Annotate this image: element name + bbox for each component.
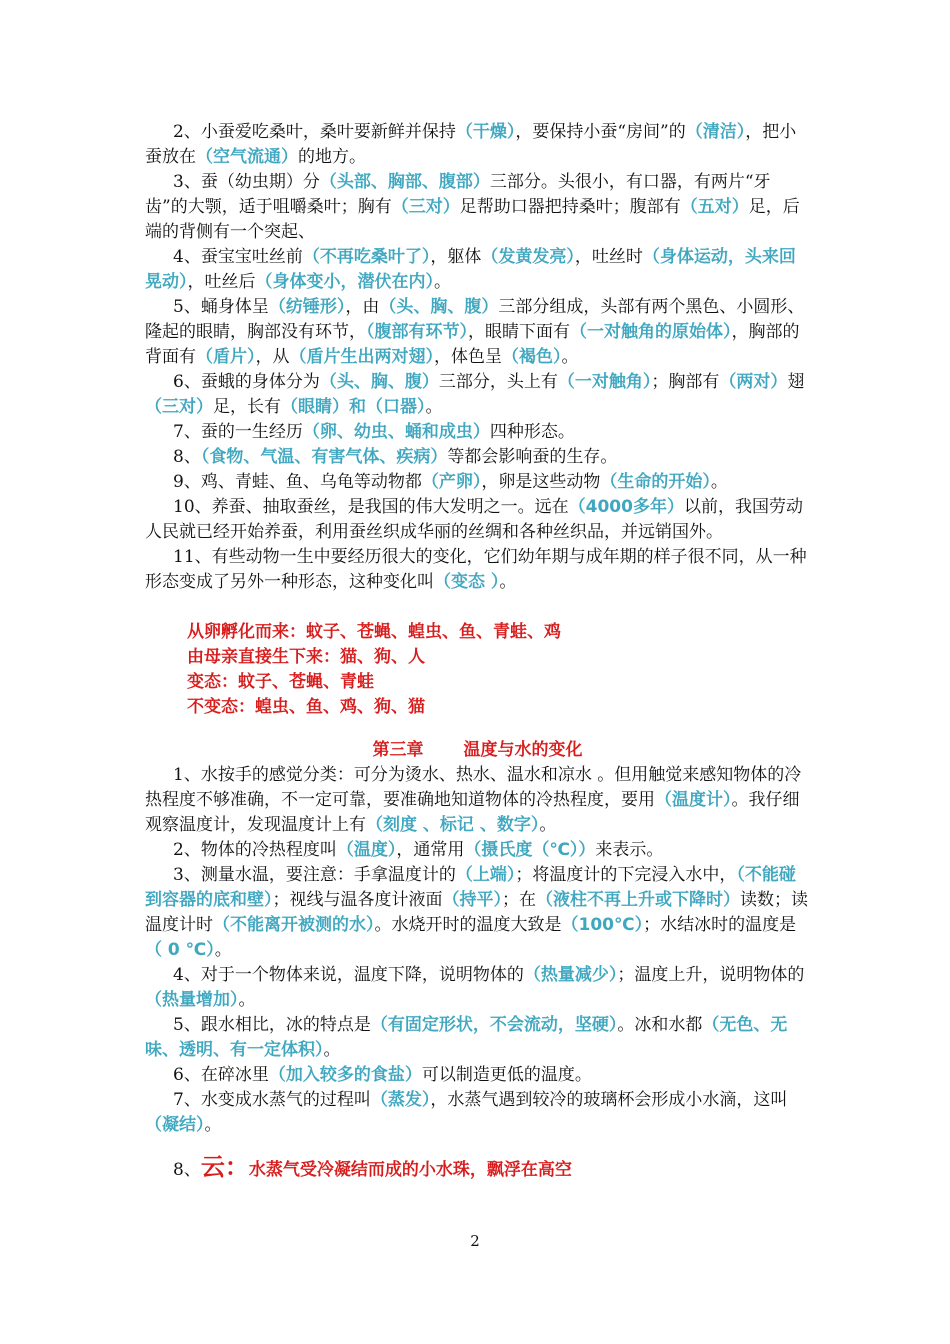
body-text: 。 bbox=[323, 1040, 341, 1060]
body-text: 。 bbox=[561, 347, 579, 367]
answer-text: （无色、无味、透明、有一定体积） bbox=[145, 1015, 788, 1060]
paragraph bbox=[145, 545, 810, 595]
paragraph bbox=[145, 495, 810, 545]
body-text: ；视线与温各度计液面 bbox=[272, 890, 443, 910]
answer-text: （五对） bbox=[680, 197, 749, 217]
body-text: ，胸部的背面有 bbox=[145, 322, 800, 367]
answer-text: （有固定形状，不会流动，坚硬） bbox=[370, 1015, 618, 1035]
chapter-heading bbox=[145, 738, 810, 763]
body-text: ，躯体 bbox=[430, 247, 482, 267]
body-text: 以前，我国劳动人民就已经开始养蚕，利用蚕丝织成华丽的丝绸和各种丝织品，并远销国外。 bbox=[145, 497, 803, 542]
page-number: 2 bbox=[470, 1232, 480, 1250]
answer-text: （变态 ） bbox=[434, 572, 500, 592]
paragraph bbox=[145, 863, 810, 963]
body-text: ，吐丝时 bbox=[574, 247, 643, 267]
paragraph bbox=[145, 170, 810, 245]
answer-text: （三对） bbox=[145, 397, 213, 417]
answer-text: （液柱不再上升或下降时） bbox=[536, 890, 740, 910]
answer-text: （三对） bbox=[391, 197, 460, 217]
body-text: 翅 bbox=[787, 372, 805, 392]
body-text: 。 bbox=[539, 815, 557, 835]
body-text: 2、物体的冷热程度叫 bbox=[173, 840, 337, 860]
answer-text: （凝结） bbox=[145, 1115, 205, 1135]
body-text: 。 bbox=[214, 940, 232, 960]
body-text: 来表示。 bbox=[595, 840, 664, 860]
body-text: 3、测量水温，要注意：手拿温度计的 bbox=[173, 865, 456, 885]
body-text: 三部分组成，头部有两个黑色、小圆形、隆起的眼睛，胸部没有环节， bbox=[145, 297, 805, 342]
body-text: ，水蒸气遇到较冷的玻璃杯会形成小水滴，这叫 bbox=[430, 1090, 788, 1110]
answer-text: （温度） bbox=[336, 840, 397, 860]
classification-line: 不变态：蝗虫、鱼、鸡、狗、猫 bbox=[187, 697, 425, 717]
answer-text: （空气流通） bbox=[196, 147, 298, 167]
body-text: ，把小蚕放在 bbox=[145, 122, 797, 167]
classification-line: 变态：蚊子、苍蝇、青蛙 bbox=[187, 672, 374, 692]
answer-text: （100℃） bbox=[561, 915, 644, 935]
answer-text: （盾片） bbox=[196, 347, 256, 367]
answer-text: （产卵） bbox=[421, 472, 482, 492]
body-text: ，由 bbox=[345, 297, 380, 317]
body-text: 。 bbox=[710, 472, 728, 492]
answer-text: （上端） bbox=[455, 865, 516, 885]
body-text: ；在 bbox=[502, 890, 536, 910]
paragraph bbox=[145, 838, 810, 863]
paragraph bbox=[145, 1088, 810, 1138]
answer-text: （生命的开始） bbox=[600, 472, 711, 492]
answer-text: （身体变小，潜伏在内） bbox=[255, 272, 434, 292]
paragraph bbox=[145, 470, 810, 495]
paragraph bbox=[145, 370, 810, 420]
body-text: 。 bbox=[499, 572, 517, 592]
body-text: 7、水变成水蒸气的过程叫 bbox=[173, 1090, 371, 1110]
answer-text: （不能碰到容器的底和壁） bbox=[145, 865, 796, 910]
animal-classification-notes bbox=[145, 620, 810, 720]
body-text: 6、在碎冰里 bbox=[173, 1065, 269, 1085]
body-text: 三部分。头很小，有口器，有两片“牙齿”的大颚，适于咀嚼桑叶；胸有 bbox=[145, 172, 771, 217]
body-text: 5、跟水相比，冰的特点是 bbox=[173, 1015, 371, 1035]
body-text: 2、小蚕爱吃桑叶，桑叶要新鲜并保持 bbox=[173, 122, 456, 142]
temperature-section bbox=[145, 763, 810, 1138]
body-text: ，眼睛下面有 bbox=[468, 322, 570, 342]
body-text: ，体色呈 bbox=[434, 347, 502, 367]
body-text: 足帮助口器把持桑叶；腹部有 bbox=[459, 197, 681, 217]
answer-text: （卵、幼虫、蛹和成虫） bbox=[302, 422, 490, 442]
body-text: 足，后端的背侧有一个突起、 bbox=[145, 197, 800, 242]
body-text: 等都会影响蚕的生存。 bbox=[447, 447, 618, 467]
body-text: 读数；读温度计时 bbox=[145, 890, 808, 935]
answer-text: （热量减少） bbox=[523, 965, 618, 985]
body-text: ，卵是这些动物 bbox=[481, 472, 601, 492]
paragraph bbox=[145, 1013, 810, 1063]
body-text: 6、蚕蛾的身体分为 bbox=[173, 372, 320, 392]
silkworm-section bbox=[145, 120, 810, 595]
paragraph bbox=[145, 295, 810, 370]
answer-text: （不能离开被测的水） bbox=[213, 915, 375, 935]
body-text: 。 bbox=[434, 272, 451, 292]
answer-text: （发黄发亮） bbox=[481, 247, 575, 267]
answer-text: （头、胸、腹） bbox=[379, 297, 499, 317]
paragraph bbox=[145, 1063, 810, 1088]
body-text: 4、对于一个物体来说，温度下降，说明物体的 bbox=[173, 965, 524, 985]
body-text: 的地方。 bbox=[298, 147, 366, 167]
body-text: ，吐丝后 bbox=[187, 272, 256, 292]
body-text: 。水烧开时的温度大致是 bbox=[374, 915, 562, 935]
body-text: 3、蚕（幼虫期）分 bbox=[173, 172, 320, 192]
body-text: 。 bbox=[238, 990, 256, 1010]
chapter-title: 温度与水的变化 bbox=[463, 740, 583, 760]
answer-text: （ 0 ℃） bbox=[145, 940, 215, 960]
body-text: ，通常用 bbox=[396, 840, 465, 860]
answer-text: （刻度 、标记 、数字） bbox=[366, 815, 540, 835]
answer-text: （持平） bbox=[442, 890, 502, 910]
paragraph bbox=[145, 963, 810, 1013]
answer-text: （清洁） bbox=[685, 122, 746, 142]
document-body bbox=[145, 120, 810, 1202]
cloud-text: 水蒸气受冷凝结而成的小水珠，飘浮在高空 bbox=[248, 1160, 572, 1180]
body-text: 足，长有 bbox=[213, 397, 281, 417]
body-text: 4、蚕宝宝吐丝前 bbox=[173, 247, 303, 267]
answer-text: （温度计） bbox=[655, 790, 732, 810]
body-text: 三部分，头上有 bbox=[438, 372, 558, 392]
answer-text: （头、胸、腹） bbox=[319, 372, 439, 392]
body-text: 。 bbox=[204, 1115, 222, 1135]
answer-text: （一对触角） bbox=[557, 372, 652, 392]
answer-text: （食物、气温、有害气体、疾病） bbox=[200, 447, 448, 467]
answer-text: （纺锤形） bbox=[268, 297, 346, 317]
body-text: 9、鸡、青蛙、鱼、乌龟等动物都 bbox=[173, 472, 422, 492]
answer-text: （不再吃桑叶了） bbox=[302, 247, 431, 267]
body-text: 1、水按手的感觉分类：可分为烫水、热水、温水和凉水 。但用触觉来感知物体的冷热程度不够准确，不一定可靠，要准确地知道物体的冷热程度，要用 bbox=[145, 765, 802, 810]
answer-text: （4000多年） bbox=[568, 497, 684, 517]
paragraph bbox=[145, 763, 810, 838]
classification-line: 从卵孵化而来：蚊子、苍蝇、蝗虫、鱼、青蛙、鸡 bbox=[187, 622, 561, 642]
body-text: 10、养蚕、抽取蚕丝，是我国的伟大发明之一。远在 bbox=[173, 497, 569, 517]
cloud-word: 云： bbox=[200, 1152, 249, 1181]
answer-text: （褐色） bbox=[502, 347, 562, 367]
body-text: 。我仔细观察温度计，发现温度计上有 bbox=[145, 790, 800, 835]
answer-text: （一对触角的原始体） bbox=[570, 322, 732, 342]
body-text: ；将温度计的下完浸入水中， bbox=[515, 865, 737, 885]
body-text: 11、有些动物一生中要经历很大的变化，它们幼年期与成年期的样子很不同，从一种形态变成了另外一种形态，这种变化叫 bbox=[145, 547, 807, 592]
answer-text: （盾片生出两对翅） bbox=[289, 347, 434, 367]
answer-text: （干燥） bbox=[455, 122, 516, 142]
body-text: 可以制造更低的温度。 bbox=[421, 1065, 592, 1085]
body-text: ，要保持小蚕“房间”的 bbox=[515, 122, 686, 142]
cloud-number: 8、 bbox=[173, 1160, 201, 1180]
body-text: 5、蛹身体呈 bbox=[173, 297, 269, 317]
answer-text: （腹部有环节） bbox=[366, 322, 468, 342]
chapter-number: 第三章 bbox=[372, 740, 424, 760]
body-text: 8、 bbox=[173, 447, 201, 467]
body-text: ；温度上升，说明物体的 bbox=[617, 965, 805, 985]
answer-text: （眼睛）和（口器） bbox=[281, 397, 426, 417]
body-text: ；水结冰时的温度是 bbox=[643, 915, 797, 935]
answer-text: （蒸发） bbox=[370, 1090, 431, 1110]
cloud-definition bbox=[145, 1152, 810, 1185]
answer-text: （加入较多的食盐） bbox=[268, 1065, 422, 1085]
answer-text: （身体运动，头来回晃动） bbox=[145, 247, 796, 292]
answer-text: （头部、胸部、腹部） bbox=[319, 172, 490, 192]
answer-text: （摄氏度（℃）） bbox=[464, 840, 596, 860]
answer-text: （两对） bbox=[719, 372, 788, 392]
paragraph bbox=[145, 445, 810, 470]
body-text: 。冰和水都 bbox=[617, 1015, 703, 1035]
body-text: 7、蚕的一生经历 bbox=[173, 422, 303, 442]
paragraph bbox=[145, 245, 810, 295]
paragraph bbox=[145, 420, 810, 445]
body-text: ；胸部有 bbox=[651, 372, 720, 392]
answer-text: （热量增加） bbox=[145, 990, 239, 1010]
body-text: 四种形态。 bbox=[489, 422, 575, 442]
body-text: ，从 bbox=[255, 347, 290, 367]
paragraph bbox=[145, 120, 810, 170]
body-text: 。 bbox=[425, 397, 443, 417]
classification-line: 由母亲直接生下来：猫、狗、人 bbox=[187, 647, 425, 667]
